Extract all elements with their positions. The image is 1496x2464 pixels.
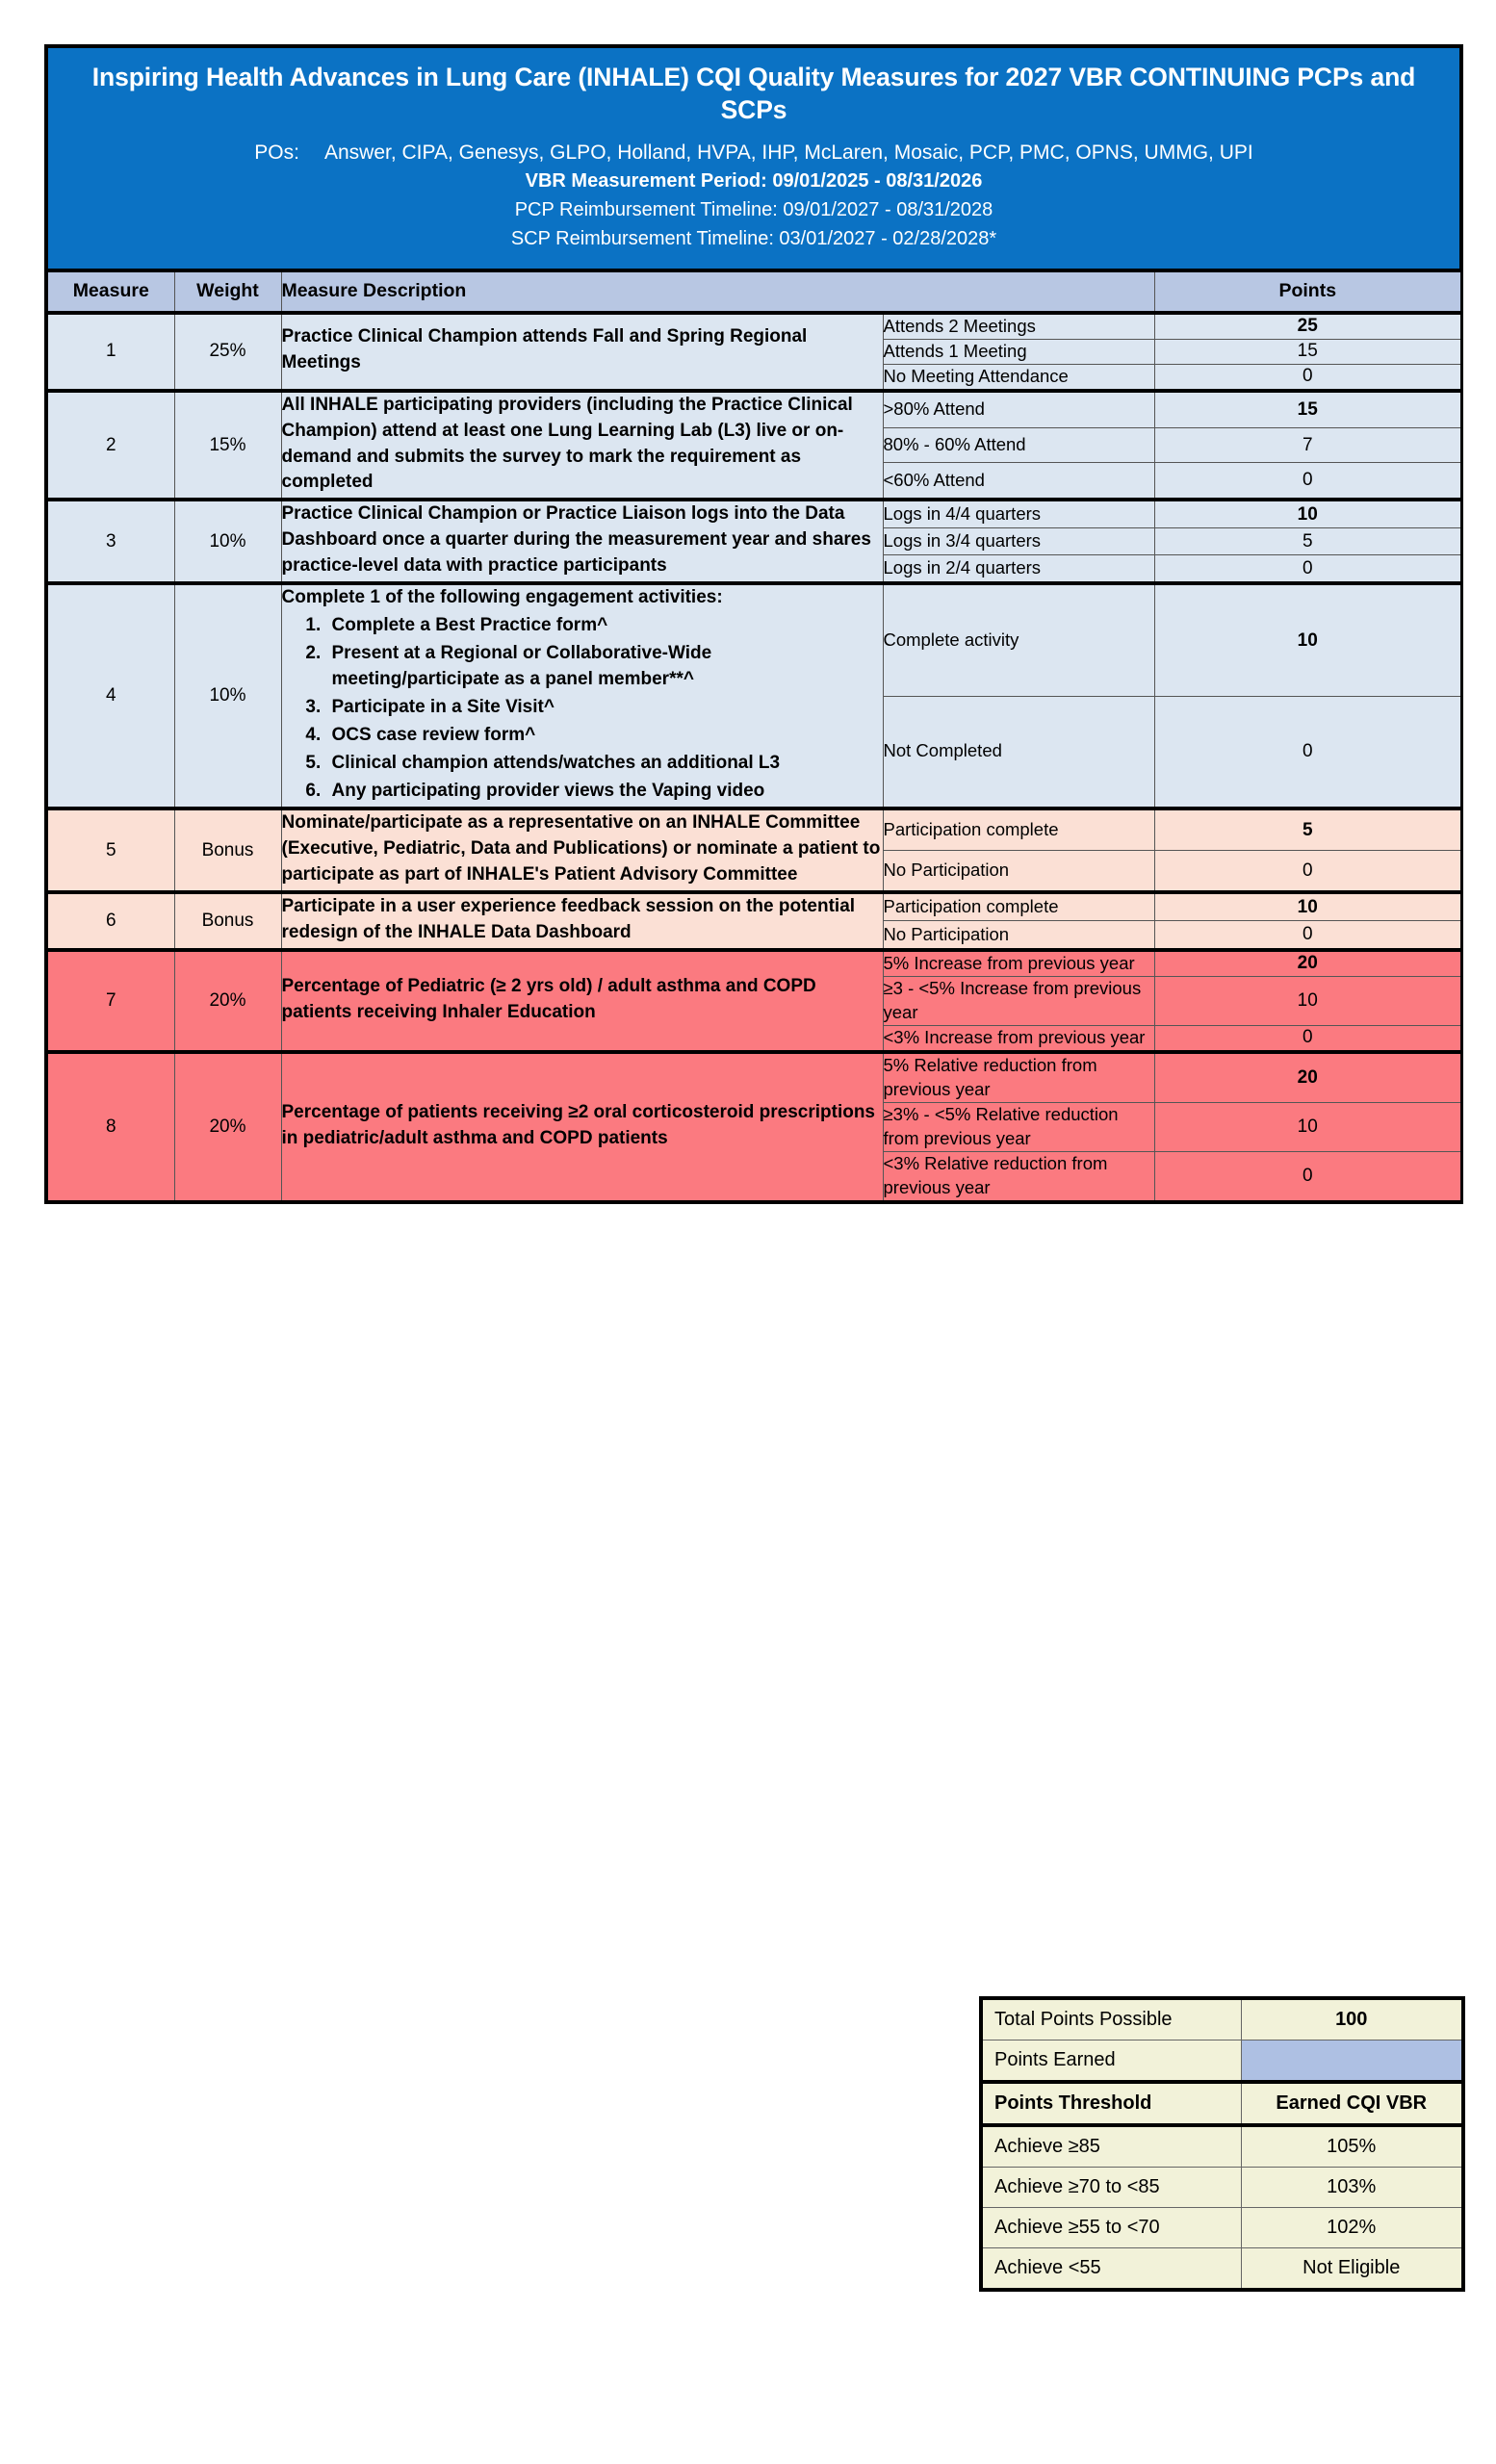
criteria-label: Logs in 2/4 quarters — [883, 555, 1154, 584]
measure-description — [281, 950, 883, 1052]
measure-description-text: Practice Clinical Champion attends Fall and Spring Regional Meetings — [281, 326, 808, 373]
measure-weight: 10% — [174, 583, 281, 808]
measurement-period: VBR Measurement Period: 09/01/2025 - 08/31/2026 — [525, 170, 983, 192]
measure-weight: Bonus — [174, 892, 281, 950]
activity-item: 1. Complete a Best Practice form^ — [326, 613, 883, 639]
activities-list — [282, 613, 883, 805]
table-row — [48, 583, 1460, 696]
pos-list: Answer, CIPA, Genesys, GLPO, Holland, HVPA, IHP, McLaren, Mosaic, PCP, PMC, OPNS, UMMG, UPI — [323, 141, 1253, 164]
table-row — [48, 892, 1460, 921]
threshold-row — [983, 2168, 1461, 2208]
activity-item: 5. Clinical champion attends/watches an additional L3 — [326, 751, 883, 777]
measure-description — [281, 313, 883, 391]
measure-weight: 20% — [174, 1052, 281, 1200]
criteria-label: <3% Relative reduction from previous year — [883, 1151, 1154, 1199]
criteria-label: Logs in 4/4 quarters — [883, 500, 1154, 528]
criteria-label: <3% Increase from previous year — [883, 1025, 1154, 1051]
activity-item: 4. OCS case review form^ — [326, 723, 883, 749]
table-row — [48, 391, 1460, 428]
criteria-label: Logs in 3/4 quarters — [883, 528, 1154, 555]
criteria-points: 15 — [1154, 339, 1460, 364]
measure-weight: 20% — [174, 950, 281, 1052]
threshold-label: Achieve ≥55 to <70 — [983, 2208, 1241, 2248]
criteria-label: 5% Increase from previous year — [883, 950, 1154, 976]
threshold-value: 102% — [1241, 2208, 1461, 2248]
criteria-points: 0 — [1302, 1165, 1313, 1186]
participating-orgs — [65, 140, 1442, 166]
measures-table — [48, 272, 1460, 1200]
criteria-label: >80% Attend — [883, 391, 1154, 428]
threshold-value: Not Eligible — [1241, 2248, 1461, 2289]
criteria-label: Not Completed — [883, 696, 1154, 808]
criteria-points: 10 — [1154, 1102, 1460, 1151]
criteria-label: 5% Relative reduction from previous year — [883, 1052, 1154, 1102]
measure-weight: 15% — [174, 391, 281, 500]
table-row — [48, 808, 1460, 850]
column-header-weight: Weight — [174, 272, 281, 313]
criteria-label: 80% - 60% Attend — [883, 427, 1154, 463]
criteria-label: Attends 2 Meetings — [883, 313, 1154, 339]
criteria-label: Participation complete — [883, 892, 1154, 921]
column-header-measure: Measure — [48, 272, 174, 313]
measure-description-text: Participate in a user experience feedback session on the potential redesign of the INHALE Data Dashboard — [281, 896, 856, 942]
measure-number: 8 — [48, 1052, 174, 1200]
measure-description-text: Complete 1 of the following engagement activities: — [281, 587, 723, 608]
criteria-label: Participation complete — [883, 808, 1154, 850]
threshold-value: 105% — [1241, 2125, 1461, 2168]
criteria-label: No Meeting Attendance — [883, 364, 1154, 390]
measure-number: 2 — [48, 391, 174, 500]
threshold-label: Achieve <55 — [983, 2248, 1241, 2289]
pcp-reimbursement-timeline: PCP Reimbursement Timeline: 09/01/2027 - 08/31/2028 — [514, 199, 993, 221]
criteria-label: Complete activity — [883, 583, 1154, 696]
measure-number: 3 — [48, 500, 174, 583]
table-row — [48, 1052, 1460, 1102]
threshold-row — [983, 2208, 1461, 2248]
criteria-points: 10 — [1154, 500, 1460, 528]
criteria-points: 0 — [1302, 924, 1313, 945]
measure-weight: Bonus — [174, 808, 281, 892]
criteria-points: 10 — [1154, 976, 1460, 1025]
measure-description — [281, 808, 883, 892]
measure-description-text: Percentage of patients receiving ≥2 oral corticosteroid prescriptions in pediatric/adult asthma and COPD patients — [281, 1101, 875, 1148]
criteria-points: 10 — [1154, 892, 1460, 921]
measure-weight: 25% — [174, 313, 281, 391]
criteria-label: ≥3 - <5% Increase from previous year — [883, 976, 1154, 1025]
column-header-description: Measure Description — [281, 272, 1154, 313]
table-row — [48, 950, 1460, 976]
measure-number: 5 — [48, 808, 174, 892]
criteria-points: 15 — [1154, 391, 1460, 428]
criteria-points: 0 — [1302, 1027, 1313, 1048]
activity-item: 3. Participate in a Site Visit^ — [326, 695, 883, 721]
scp-reimbursement-timeline: SCP Reimbursement Timeline: 03/01/2027 - 02/28/2028* — [510, 228, 997, 250]
threshold-row — [983, 2248, 1461, 2289]
threshold-row — [983, 2125, 1461, 2168]
measure-description — [281, 583, 883, 808]
column-header-points: Points — [1154, 272, 1460, 313]
criteria-points: 20 — [1154, 1052, 1460, 1102]
total-points-label: Total Points Possible — [983, 2000, 1241, 2040]
measure-description-text: Percentage of Pediatric (≥ 2 yrs old) / adult asthma and COPD patients receiving Inhaler Education — [281, 975, 816, 1022]
criteria-points: 10 — [1154, 583, 1460, 696]
measure-description — [281, 1052, 883, 1200]
criteria-points: 0 — [1302, 557, 1313, 578]
threshold-header-label: Points Threshold — [983, 2082, 1241, 2125]
threshold-label: Achieve ≥70 to <85 — [983, 2168, 1241, 2208]
points-earned-row — [983, 2040, 1461, 2083]
criteria-points: 25 — [1154, 313, 1460, 339]
criteria-points: 0 — [1302, 366, 1313, 387]
criteria-label: No Participation — [883, 921, 1154, 950]
activity-item: 6. Any participating provider views the Vaping video — [326, 779, 883, 805]
measure-number: 6 — [48, 892, 174, 950]
threshold-label: Achieve ≥85 — [983, 2125, 1241, 2168]
threshold-header-value: Earned CQI VBR — [1241, 2082, 1461, 2125]
criteria-label: ≥3% - <5% Relative reduction from previous year — [883, 1102, 1154, 1151]
points-earned-input[interactable] — [1241, 2040, 1461, 2083]
measure-description-text: Nominate/participate as a representative on an INHALE Committee (Executive, Pediatric, Data and Publications) or nominate a patient to participate as part of INHALE's Patient Advisory Committee — [281, 812, 881, 886]
quality-measures-sheet — [44, 44, 1463, 1204]
criteria-points: 5 — [1154, 808, 1460, 850]
measure-number: 4 — [48, 583, 174, 808]
points-earned-label: Points Earned — [983, 2040, 1241, 2083]
threshold-value: 103% — [1241, 2168, 1461, 2208]
criteria-label: <60% Attend — [883, 463, 1154, 500]
page-title: Inspiring Health Advances in Lung Care (INHALE) CQI Quality Measures for 2027 VBR CONTINUING PCPs and SCPs — [91, 63, 1416, 124]
scoring-summary-table — [979, 1996, 1465, 2292]
measure-number: 1 — [48, 313, 174, 391]
criteria-points: 5 — [1154, 528, 1460, 555]
activity-item: 2. Present at a Regional or Collaborative-Wide meeting/participate as a panel member**^ — [326, 641, 883, 693]
criteria-label: Attends 1 Meeting — [883, 339, 1154, 364]
table-row — [48, 313, 1460, 339]
measure-description — [281, 892, 883, 950]
measure-description-text: All INHALE participating providers (including the Practice Clinical Champion) attend at least one Lung Learning Lab (L3) live or on-demand and submits the survey to mark the requirement as completed — [281, 394, 853, 493]
measure-description-text: Practice Clinical Champion or Practice Liaison logs into the Data Dashboard once a quarter during the measurement year and shares practice-level data with practice participants — [281, 503, 871, 577]
pos-label: POs: — [254, 141, 299, 164]
table-header-row — [48, 272, 1460, 313]
total-points-value: 100 — [1241, 2000, 1461, 2040]
criteria-points: 0 — [1302, 470, 1313, 491]
criteria-points: 0 — [1302, 740, 1313, 761]
total-points-row — [983, 2000, 1461, 2040]
measure-description — [281, 500, 883, 583]
criteria-points: 7 — [1154, 427, 1460, 463]
threshold-header-row — [983, 2082, 1461, 2125]
measure-number: 7 — [48, 950, 174, 1052]
sheet-banner — [48, 48, 1459, 272]
measure-description — [281, 391, 883, 500]
measure-weight: 10% — [174, 500, 281, 583]
criteria-points: 20 — [1154, 950, 1460, 976]
criteria-label: No Participation — [883, 851, 1154, 892]
criteria-points: 0 — [1302, 860, 1313, 881]
table-row — [48, 500, 1460, 528]
